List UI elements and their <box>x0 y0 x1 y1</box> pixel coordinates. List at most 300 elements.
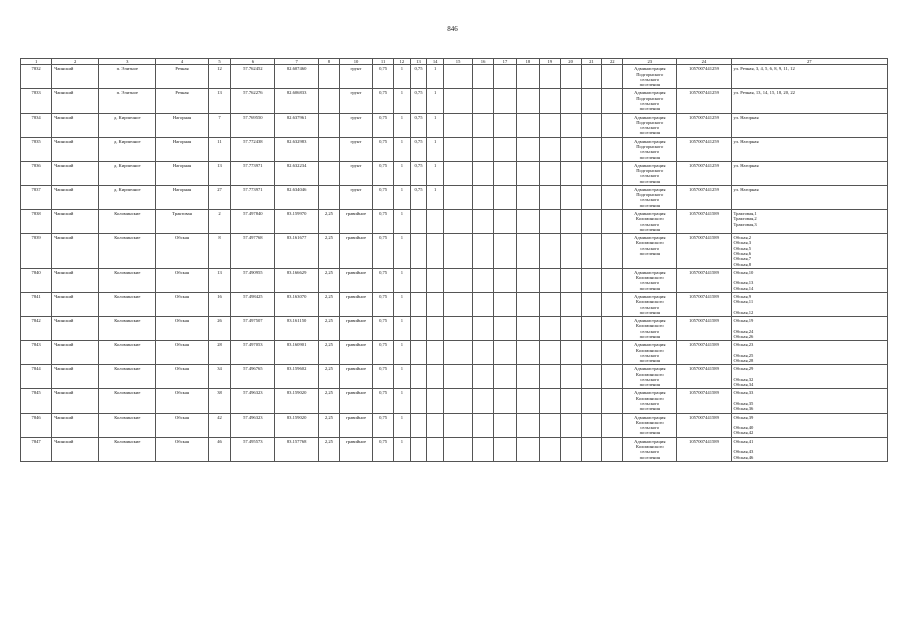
cell-c12: 1 <box>394 341 411 365</box>
cell-empty <box>602 89 623 113</box>
cell-district: Чаинский <box>52 341 99 365</box>
cell-empty <box>516 317 539 341</box>
cell-note: ул. Нагорная <box>731 137 887 161</box>
cell-c12: 1 <box>394 65 411 89</box>
cell-empty <box>581 437 602 461</box>
cell-lon: 83.159020 <box>275 389 319 413</box>
cell-empty <box>560 89 581 113</box>
cell-c12: 1 <box>394 137 411 161</box>
cell-settlement: д. Кирпичное <box>99 137 156 161</box>
cell-empty <box>473 185 494 209</box>
road-register-table <box>20 58 888 462</box>
cell-note: Обская,39 Обская,40 Обская,42 <box>731 413 887 437</box>
cell-no: 7833 <box>21 89 52 113</box>
cell-empty <box>560 437 581 461</box>
cell-c13 <box>410 437 427 461</box>
cell-empty <box>602 437 623 461</box>
cell-empty <box>494 437 517 461</box>
column-number-cell: 23 <box>623 59 677 65</box>
cell-c12: 1 <box>394 234 411 269</box>
cell-empty <box>473 389 494 413</box>
cell-empty <box>516 137 539 161</box>
cell-street: Речная <box>156 89 208 113</box>
cell-empty <box>444 389 473 413</box>
cell-empty <box>494 65 517 89</box>
cell-no: 7842 <box>21 317 52 341</box>
cell-empty <box>539 268 560 292</box>
cell-lat: 57.496323 <box>231 413 275 437</box>
cell-settlement: Коломинские <box>99 268 156 292</box>
cell-width: 2,25 <box>319 292 340 316</box>
cell-surface: гравийное <box>339 292 372 316</box>
cell-district: Чаинский <box>52 317 99 341</box>
cell-c12: 1 <box>394 210 411 234</box>
column-number-cell: 11 <box>373 59 394 65</box>
cell-ogrn: 1057007441259 <box>677 65 731 89</box>
cell-note: Обская,23 Обская,25 Обская,28 <box>731 341 887 365</box>
cell-empty <box>516 341 539 365</box>
cell-width: 2,25 <box>319 341 340 365</box>
cell-house: 42 <box>208 413 231 437</box>
cell-surface: грунт <box>339 185 372 209</box>
cell-settlement: Коломинские <box>99 234 156 269</box>
cell-house: 34 <box>208 365 231 389</box>
cell-house: 26 <box>208 317 231 341</box>
cell-lon: 83.161677 <box>275 234 319 269</box>
cell-empty <box>516 113 539 137</box>
cell-empty <box>581 389 602 413</box>
cell-c12: 1 <box>394 317 411 341</box>
cell-house: 11 <box>208 137 231 161</box>
cell-width: 2,25 <box>319 317 340 341</box>
cell-empty <box>539 161 560 185</box>
cell-empty <box>494 292 517 316</box>
cell-empty <box>444 89 473 113</box>
cell-width <box>319 161 340 185</box>
cell-empty <box>494 89 517 113</box>
table-row <box>21 341 888 365</box>
cell-c13: 0,75 <box>410 161 427 185</box>
cell-surface: гравийное <box>339 317 372 341</box>
cell-length: 0,75 <box>373 65 394 89</box>
cell-length: 0,75 <box>373 365 394 389</box>
cell-length: 0,75 <box>373 437 394 461</box>
cell-district: Чаинский <box>52 413 99 437</box>
cell-street: Обская <box>156 268 208 292</box>
cell-c14 <box>427 317 444 341</box>
cell-empty <box>494 317 517 341</box>
cell-empty <box>560 317 581 341</box>
cell-no: 7841 <box>21 292 52 316</box>
cell-no: 7844 <box>21 365 52 389</box>
cell-lon: 83.157768 <box>275 437 319 461</box>
cell-no: 7840 <box>21 268 52 292</box>
cell-admin: Администрация Коломинского сельского поселения <box>623 389 677 413</box>
cell-empty <box>516 65 539 89</box>
cell-ogrn: 1057007441259 <box>677 185 731 209</box>
cell-empty <box>516 413 539 437</box>
cell-width <box>319 185 340 209</box>
cell-empty <box>444 341 473 365</box>
cell-lon: 82.632234 <box>275 161 319 185</box>
cell-street: Обская <box>156 234 208 269</box>
cell-no: 7835 <box>21 137 52 161</box>
cell-no: 7837 <box>21 185 52 209</box>
cell-admin: Администрация Коломинского сельского поселения <box>623 317 677 341</box>
cell-empty <box>560 413 581 437</box>
cell-empty <box>602 65 623 89</box>
cell-empty <box>516 185 539 209</box>
cell-house: 28 <box>208 341 231 365</box>
cell-empty <box>602 365 623 389</box>
cell-admin: Администрация Подгорнского сельского поселения <box>623 89 677 113</box>
cell-empty <box>494 113 517 137</box>
cell-settlement: д. Кирпичное <box>99 113 156 137</box>
cell-lat: 57.497507 <box>231 317 275 341</box>
cell-lat: 57.762452 <box>231 65 275 89</box>
cell-district: Чаинский <box>52 389 99 413</box>
column-number-cell: 3 <box>99 59 156 65</box>
cell-width: 2,25 <box>319 268 340 292</box>
cell-no: 7838 <box>21 210 52 234</box>
cell-note: ул. Речная, 3, 4, 5, 6, 8, 9, 11, 12 <box>731 65 887 89</box>
cell-empty <box>494 234 517 269</box>
cell-width: 2,25 <box>319 210 340 234</box>
cell-empty <box>602 113 623 137</box>
cell-length: 0,75 <box>373 234 394 269</box>
cell-empty <box>473 161 494 185</box>
cell-c14: 1 <box>427 161 444 185</box>
cell-width: 2,25 <box>319 413 340 437</box>
cell-width <box>319 137 340 161</box>
cell-no: 7847 <box>21 437 52 461</box>
cell-street: Обская <box>156 365 208 389</box>
cell-district: Чаинский <box>52 437 99 461</box>
cell-house: 7 <box>208 113 231 137</box>
cell-empty <box>494 341 517 365</box>
cell-c14 <box>427 365 444 389</box>
table-row <box>21 210 888 234</box>
cell-no: 7843 <box>21 341 52 365</box>
cell-settlement: Коломинские <box>99 437 156 461</box>
cell-empty <box>581 161 602 185</box>
cell-empty <box>560 185 581 209</box>
cell-lon: 82.632983 <box>275 137 319 161</box>
cell-c13 <box>410 341 427 365</box>
cell-lat: 57.497840 <box>231 210 275 234</box>
cell-width <box>319 65 340 89</box>
cell-admin: Администрация Подгорнского сельского поселения <box>623 113 677 137</box>
cell-lat: 57.769550 <box>231 113 275 137</box>
cell-ogrn: 1057007441589 <box>677 317 731 341</box>
cell-length: 0,75 <box>373 317 394 341</box>
cell-house: 16 <box>208 292 231 316</box>
cell-c14: 1 <box>427 113 444 137</box>
cell-note: Обская,41 Обская,43 Обская,46 <box>731 437 887 461</box>
cell-lat: 57.772438 <box>231 137 275 161</box>
cell-empty <box>494 210 517 234</box>
cell-empty <box>516 161 539 185</box>
cell-street: Обская <box>156 413 208 437</box>
cell-empty <box>602 317 623 341</box>
cell-lat: 57.496323 <box>231 389 275 413</box>
table-row <box>21 137 888 161</box>
cell-lon: 82.634046 <box>275 185 319 209</box>
column-number-cell: 27 <box>731 59 887 65</box>
table-row <box>21 65 888 89</box>
cell-empty <box>473 210 494 234</box>
cell-empty <box>602 185 623 209</box>
cell-length: 0,75 <box>373 161 394 185</box>
cell-empty <box>581 365 602 389</box>
column-number-cell: 10 <box>339 59 372 65</box>
cell-lon: 83.161150 <box>275 317 319 341</box>
column-number-cell: 18 <box>516 59 539 65</box>
cell-empty <box>581 210 602 234</box>
cell-empty <box>581 292 602 316</box>
column-number-cell: 8 <box>319 59 340 65</box>
cell-settlement: п. Элитное <box>99 89 156 113</box>
cell-surface: гравийное <box>339 389 372 413</box>
cell-district: Чаинский <box>52 89 99 113</box>
table-row <box>21 292 888 316</box>
cell-settlement: Коломинские <box>99 365 156 389</box>
cell-note: ул. Нагорная <box>731 161 887 185</box>
cell-ogrn: 1057007441259 <box>677 161 731 185</box>
cell-empty <box>539 113 560 137</box>
cell-settlement: д. Кирпичное <box>99 161 156 185</box>
cell-c13: 0,75 <box>410 137 427 161</box>
cell-admin: Администрация Подгорнского сельского поселения <box>623 185 677 209</box>
cell-length: 0,75 <box>373 268 394 292</box>
cell-no: 7834 <box>21 113 52 137</box>
column-number-cell: 7 <box>275 59 319 65</box>
cell-empty <box>560 389 581 413</box>
table-row <box>21 234 888 269</box>
cell-c14 <box>427 292 444 316</box>
cell-empty <box>602 161 623 185</box>
cell-empty <box>516 365 539 389</box>
column-number-cell: 16 <box>473 59 494 65</box>
cell-c14 <box>427 389 444 413</box>
cell-lon: 83.159602 <box>275 365 319 389</box>
cell-empty <box>602 137 623 161</box>
cell-empty <box>516 89 539 113</box>
cell-street: Нагорная <box>156 137 208 161</box>
cell-ogrn: 1057007441589 <box>677 210 731 234</box>
cell-house: 13 <box>208 161 231 185</box>
cell-empty <box>444 413 473 437</box>
cell-empty <box>444 65 473 89</box>
cell-note: Обская,9 Обская,11 Обская,12 <box>731 292 887 316</box>
cell-c13: 0,75 <box>410 65 427 89</box>
cell-length: 0,75 <box>373 210 394 234</box>
cell-note: Трактовая,1 Трактовая,2 Трактовая,3 <box>731 210 887 234</box>
table-row <box>21 365 888 389</box>
cell-lat: 57.773971 <box>231 161 275 185</box>
cell-settlement: Коломинские <box>99 292 156 316</box>
cell-width <box>319 89 340 113</box>
cell-empty <box>539 413 560 437</box>
cell-settlement: Коломинские <box>99 341 156 365</box>
cell-note: ул. Речная, 13, 14, 15, 18, 20, 22 <box>731 89 887 113</box>
cell-empty <box>516 234 539 269</box>
cell-lon: 82.607460 <box>275 65 319 89</box>
cell-empty <box>473 113 494 137</box>
cell-empty <box>473 437 494 461</box>
cell-note: Обская,10 Обская,13 Обская,14 <box>731 268 887 292</box>
cell-empty <box>539 137 560 161</box>
cell-empty <box>581 413 602 437</box>
cell-surface: гравийное <box>339 365 372 389</box>
cell-house: 12 <box>208 65 231 89</box>
cell-lon: 83.160901 <box>275 341 319 365</box>
cell-empty <box>516 389 539 413</box>
cell-admin: Администрация Коломинского сельского поселения <box>623 210 677 234</box>
cell-empty <box>516 437 539 461</box>
cell-street: Обская <box>156 317 208 341</box>
table-row <box>21 317 888 341</box>
cell-note: Обская,29 Обская,32 Обская,34 <box>731 365 887 389</box>
column-number-cell: 5 <box>208 59 231 65</box>
cell-empty <box>560 210 581 234</box>
cell-house: 8 <box>208 234 231 269</box>
cell-ogrn: 1057007441589 <box>677 292 731 316</box>
cell-empty <box>473 365 494 389</box>
cell-c14 <box>427 268 444 292</box>
cell-empty <box>539 292 560 316</box>
cell-c14: 1 <box>427 65 444 89</box>
cell-empty <box>560 65 581 89</box>
cell-c13: 0,75 <box>410 89 427 113</box>
cell-empty <box>602 341 623 365</box>
cell-empty <box>444 185 473 209</box>
cell-empty <box>473 413 494 437</box>
cell-c13 <box>410 389 427 413</box>
cell-empty <box>494 365 517 389</box>
cell-empty <box>602 268 623 292</box>
cell-street: Обская <box>156 437 208 461</box>
cell-empty <box>581 341 602 365</box>
cell-no: 7836 <box>21 161 52 185</box>
cell-district: Чаинский <box>52 113 99 137</box>
cell-empty <box>516 292 539 316</box>
cell-admin: Администрация Подгорнского сельского поселения <box>623 65 677 89</box>
cell-admin: Администрация Подгорнского сельского поселения <box>623 137 677 161</box>
cell-empty <box>602 413 623 437</box>
cell-empty <box>560 292 581 316</box>
cell-ogrn: 1057007441589 <box>677 413 731 437</box>
cell-width: 2,25 <box>319 389 340 413</box>
cell-surface: грунт <box>339 65 372 89</box>
column-number-cell: 13 <box>410 59 427 65</box>
table-row <box>21 89 888 113</box>
cell-lon: 83.163070 <box>275 292 319 316</box>
cell-note: Обская,2 Обская,3 Обская,5 Обская,6 Обская,7 Обская,8 <box>731 234 887 269</box>
cell-width <box>319 113 340 137</box>
table-row <box>21 437 888 461</box>
cell-lat: 57.498425 <box>231 292 275 316</box>
cell-c12: 1 <box>394 113 411 137</box>
cell-c14: 1 <box>427 137 444 161</box>
column-number-cell: 19 <box>539 59 560 65</box>
cell-c13 <box>410 234 427 269</box>
cell-house: 38 <box>208 389 231 413</box>
cell-street: Нагорная <box>156 113 208 137</box>
cell-lon: 83.166629 <box>275 268 319 292</box>
cell-lon: 82.606833 <box>275 89 319 113</box>
cell-empty <box>602 234 623 269</box>
cell-empty <box>581 268 602 292</box>
cell-empty <box>581 89 602 113</box>
cell-length: 0,75 <box>373 113 394 137</box>
cell-empty <box>539 89 560 113</box>
cell-empty <box>581 113 602 137</box>
cell-surface: грунт <box>339 89 372 113</box>
cell-lat: 57.495573 <box>231 437 275 461</box>
cell-street: Речная <box>156 65 208 89</box>
cell-lat: 57.497053 <box>231 341 275 365</box>
cell-settlement: Коломинские <box>99 413 156 437</box>
cell-empty <box>494 161 517 185</box>
cell-empty <box>516 210 539 234</box>
cell-length: 0,75 <box>373 185 394 209</box>
cell-no: 7839 <box>21 234 52 269</box>
cell-empty <box>494 413 517 437</box>
cell-empty <box>602 389 623 413</box>
cell-house: 27 <box>208 185 231 209</box>
cell-ogrn: 1057007441589 <box>677 389 731 413</box>
cell-settlement: Коломинские <box>99 317 156 341</box>
cell-empty <box>602 292 623 316</box>
column-number-cell: 15 <box>444 59 473 65</box>
cell-c14: 1 <box>427 185 444 209</box>
cell-empty <box>494 389 517 413</box>
cell-settlement: Коломинские <box>99 389 156 413</box>
column-number-cell: 22 <box>602 59 623 65</box>
cell-empty <box>581 317 602 341</box>
table-row <box>21 113 888 137</box>
cell-empty <box>444 292 473 316</box>
cell-empty <box>494 137 517 161</box>
cell-empty <box>581 137 602 161</box>
cell-empty <box>444 437 473 461</box>
cell-c13 <box>410 413 427 437</box>
cell-district: Чаинский <box>52 234 99 269</box>
cell-house: 13 <box>208 89 231 113</box>
cell-c14 <box>427 437 444 461</box>
cell-length: 0,75 <box>373 413 394 437</box>
cell-surface: гравийное <box>339 210 372 234</box>
cell-empty <box>539 234 560 269</box>
cell-empty <box>473 317 494 341</box>
cell-ogrn: 1057007441589 <box>677 234 731 269</box>
cell-street: Трактовая <box>156 210 208 234</box>
cell-district: Чаинский <box>52 365 99 389</box>
cell-empty <box>444 317 473 341</box>
cell-empty <box>581 185 602 209</box>
cell-empty <box>581 234 602 269</box>
cell-c13 <box>410 292 427 316</box>
cell-lon: 83.159970 <box>275 210 319 234</box>
cell-no: 7846 <box>21 413 52 437</box>
cell-lon: 82.637961 <box>275 113 319 137</box>
cell-no: 7845 <box>21 389 52 413</box>
cell-c12: 1 <box>394 185 411 209</box>
cell-note: ул. Нагорная <box>731 185 887 209</box>
cell-empty <box>444 234 473 269</box>
table-row <box>21 161 888 185</box>
